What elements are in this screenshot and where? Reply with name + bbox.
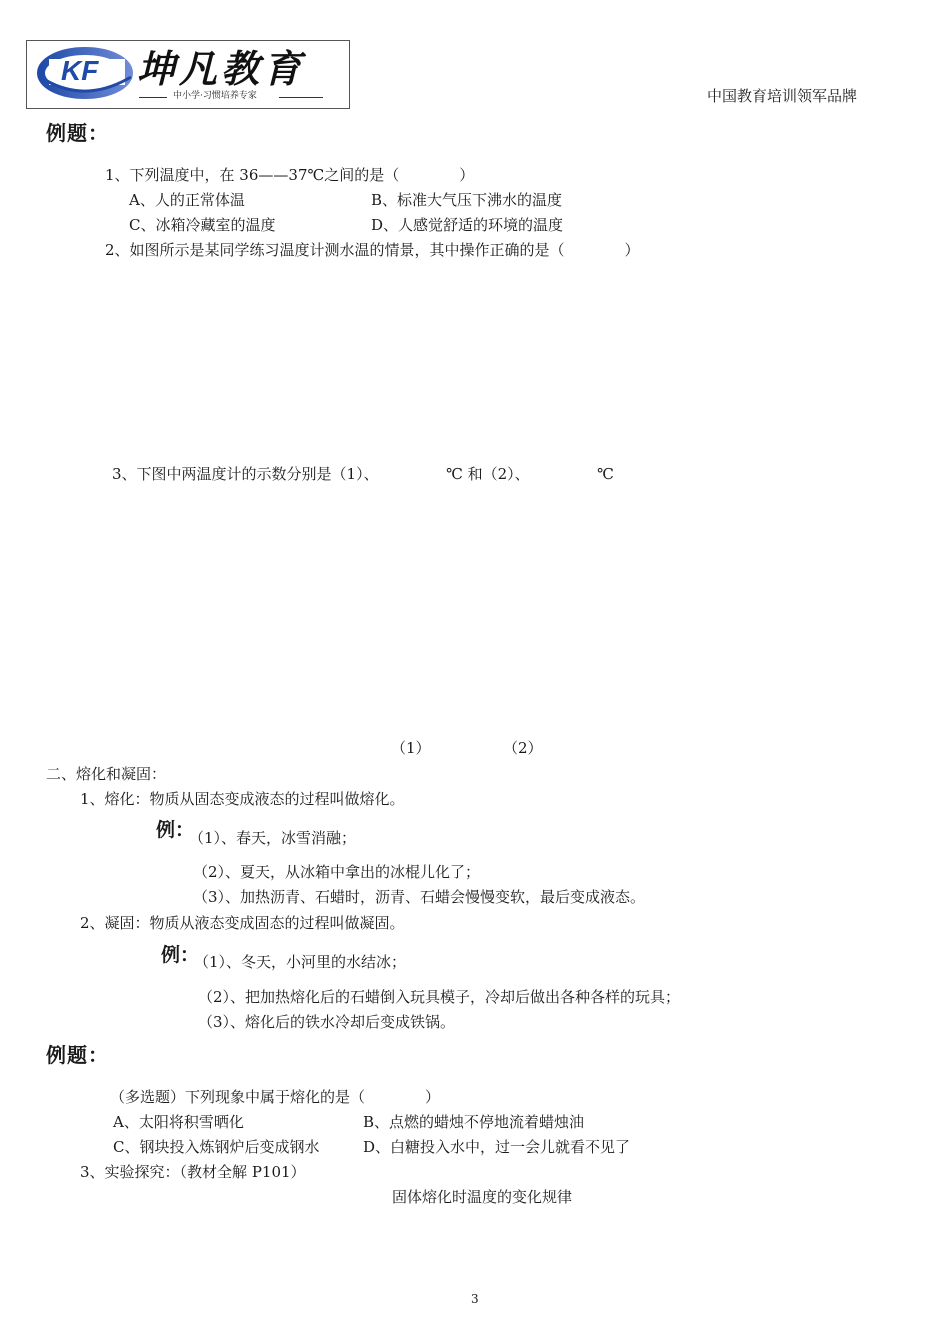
melting-definition: 1、熔化：物质从固态变成液态的过程叫做熔化。 bbox=[80, 790, 405, 808]
solidifying-example-1: （1）、冬天，小河里的水结冰； bbox=[194, 953, 407, 971]
q3-stem: 3、下图中两温度计的示数分别是（1）、 ℃ 和（2）、 ℃ bbox=[112, 465, 614, 483]
melting-example-1: （1）、春天，冰雪消融； bbox=[189, 829, 357, 847]
q1-stem: 1、下列温度中，在 36——37℃之间的是（ ） bbox=[105, 166, 475, 184]
melting-example-3: （3）、加热沥青、石蜡时，沥青、石蜡会慢慢变软，最后变成液态。 bbox=[193, 888, 646, 906]
thermometer-label-1: （1） bbox=[391, 739, 431, 757]
experiment-heading: 3、实验探究：（教材全解 P101） bbox=[80, 1163, 306, 1181]
logo-slogan-line-left bbox=[139, 97, 167, 98]
q1-option-b: B、标准大气压下沸水的温度 bbox=[371, 191, 563, 209]
experiment-title: 固体熔化时温度的变化规律 bbox=[392, 1188, 573, 1206]
examples-heading-2: 例题： bbox=[46, 1043, 109, 1067]
multi-choice-option-c: C、钢块投入炼钢炉后变成钢水 bbox=[113, 1138, 320, 1156]
melting-example-label: 例： bbox=[156, 819, 195, 841]
solidifying-example-3: （3）、熔化后的铁水冷却后变成铁锅。 bbox=[198, 1013, 456, 1031]
brand-logo bbox=[26, 40, 350, 109]
q1-option-c: C、冰箱冷藏室的温度 bbox=[129, 216, 276, 234]
solidifying-definition: 2、凝固：物质从液态变成固态的过程叫做凝固。 bbox=[80, 914, 405, 932]
multi-choice-option-b: B、点燃的蜡烛不停地流着蜡烛油 bbox=[363, 1113, 585, 1131]
multi-choice-option-a: A、太阳将积雪晒化 bbox=[113, 1113, 244, 1131]
multi-choice-stem: （多选题）下列现象中属于熔化的是（ ） bbox=[110, 1088, 441, 1106]
thermometer-label-2: （2） bbox=[503, 739, 543, 757]
q1-option-a: A、人的正常体温 bbox=[129, 191, 245, 209]
q2-stem: 2、如图所示是某同学练习温度计测水温的情景，其中操作正确的是（ ） bbox=[105, 241, 640, 259]
section-title-melting-solidifying: 二、熔化和凝固： bbox=[46, 765, 167, 783]
logo-slogan: 中小学·习惯培养专家 bbox=[173, 91, 257, 101]
logo-slogan-line-right bbox=[279, 97, 323, 98]
logo-text: 坤凡教育 bbox=[137, 47, 306, 91]
multi-choice-option-d: D、白糖投入水中，过一会儿就看不见了 bbox=[363, 1138, 631, 1156]
logo-mark: KF bbox=[61, 55, 99, 86]
solidifying-example-2: （2）、把加热熔化后的石蜡倒入玩具模子，冷却后做出各种各样的玩具； bbox=[198, 988, 681, 1006]
melting-example-2: （2）、夏天，从冰箱中拿出的冰棍儿化了； bbox=[193, 863, 481, 881]
brand-tagline: 中国教育培训领军品牌 bbox=[707, 87, 858, 105]
solidifying-example-label: 例： bbox=[161, 944, 200, 966]
examples-heading: 例题： bbox=[46, 121, 109, 145]
page-number: 3 bbox=[471, 1292, 479, 1306]
q1-option-d: D、人感觉舒适的环境的温度 bbox=[371, 216, 564, 234]
